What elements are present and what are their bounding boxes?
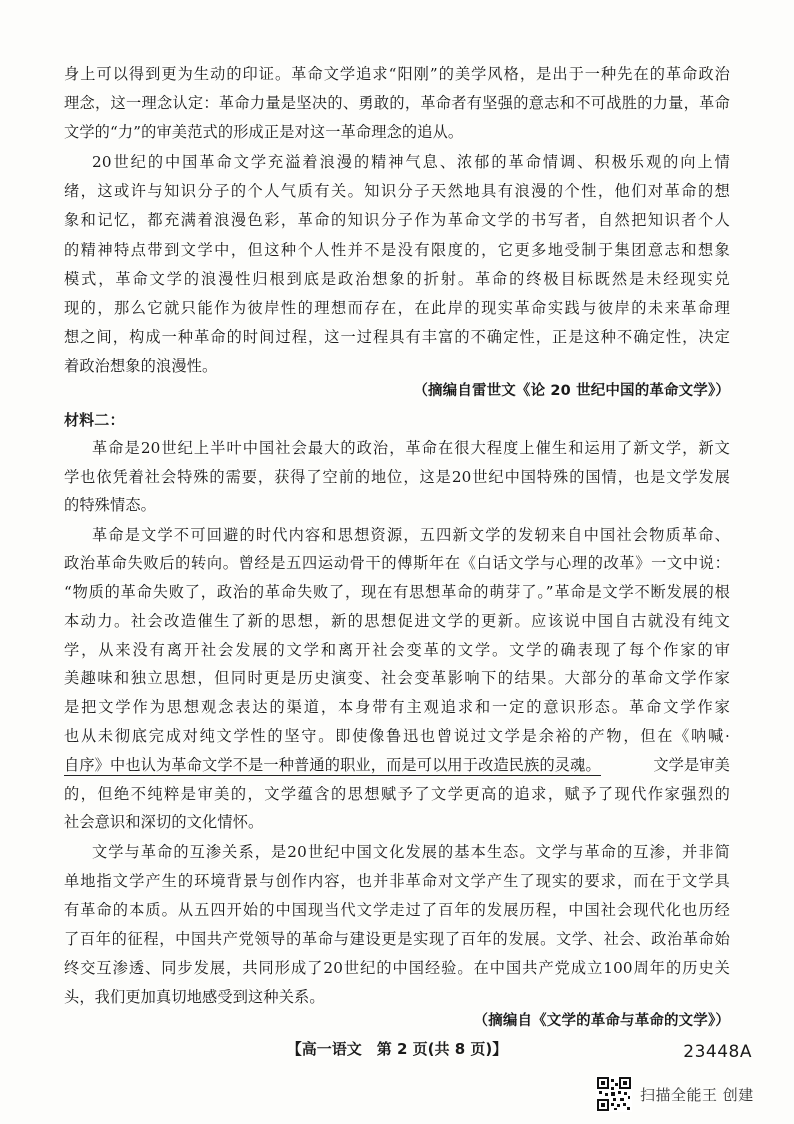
p4-line-4: 本动力。社会改造催生了新的思想，新的思想促进文学的更新。应该说中国自古就没有纯文 (64, 612, 730, 630)
source-citation-1: （摘编自雷世文《论 20 世纪中国的革命文学》） (413, 383, 730, 399)
p2-line-7: 想之间，构成一种革命的时间过程，这一过程具有丰富的不确定性，正是这种不确定性，决定 (64, 328, 730, 346)
p4-line-6: 美趣味和独立思想，但同时更是历史演变、社会变革影响下的结果。大部分的革命文学作家 (64, 669, 730, 687)
p2-line-2: 绪，这或许与知识分子的个人气质有关。知识分子天然地具有浪漫的个性，他们对革命的想 (64, 182, 730, 200)
p2-line-6: 现的，那么它就只能作为彼岸性的理想而存在，在此岸的现实革命实践与彼岸的未来革命理 (64, 299, 730, 317)
material-2-heading: 材料二： (64, 411, 125, 429)
p2-line-8: 着政治想象的浪漫性。 (64, 357, 218, 375)
p4-line-1: 革命是文学不可回避的时代内容和思想资源，五四新文学的发轫来自中国社会物质革命、 (92, 526, 730, 544)
p4-line-5: 学，从来没有离开社会发展的文学和离开社会变革的文学。文学的确表现了每个作家的审 (64, 641, 730, 659)
p4-line-7: 是把文学作为思想观念表达的渠道，本身带有主观追求和一定的意识形态。革命文学作家 (64, 698, 730, 716)
p1-line-3: 文学的“力”的审美范式的形成正是对这一革命理念的追从。 (64, 123, 464, 141)
p5-line-3: 有革命的本质。从五四开始的中国现当代文学走过了百年的发展历程，中国社会现代化也历经 (64, 901, 730, 919)
p5-line-5: 终交互渗透、同步发展，共同形成了20世纪的中国经验。在中国共产党成立100周年的历史关 (64, 959, 730, 977)
p4-line-3: “物质的革命失败了，政治的革命失败了，现在有思想革命的萌芽了。”革命是文学不断发展的根 (64, 583, 730, 601)
p4-line-2: 政治革命失败后的转向。曾经是五四运动骨干的傅斯年在《白话文学与心理的改革》一文中说： (64, 554, 730, 572)
p2-line-1: 20世纪的中国革命文学充溢着浪漫的精神气息、浓郁的革命情调、积极乐观的向上情 (92, 153, 730, 171)
p4-line-9-tail: 文学是审美 (653, 756, 730, 774)
p2-line-3: 象和记忆，都充满着浪漫色彩，革命的知识分子作为革命文学的书写者，自然把知识者个人 (64, 211, 730, 229)
p1-line-1: 身上可以得到更为生动的印证。革命文学追求“阳刚”的美学风格，是出于一种先在的革命政治 (64, 65, 730, 83)
p4-line-11: 社会意识和深切的文化情怀。 (64, 813, 264, 831)
scanner-watermark-text: 扫描全能王 创建 (640, 1085, 754, 1104)
underlined-quote: 自序》中也认为革命文学不是一种普通的职业，而是可以用于改造民族的灵魂。 (64, 756, 601, 774)
p4-line-9 (64, 755, 730, 776)
p3-line-3: 的特殊情态。 (64, 496, 157, 514)
scanner-watermark (596, 1074, 754, 1114)
page-footer-label: 【高一语文 第 2 页(共 8 页)】 (286, 1040, 508, 1058)
p5-line-6: 头，我们更加真切地感受到这种关系。 (64, 988, 325, 1006)
p3-line-2: 学也依凭着社会特殊的需要，获得了空前的地位，这是20世纪中国特殊的国情，也是文学发展 (64, 468, 730, 486)
exam-code: 23448A (683, 1042, 752, 1062)
p5-line-4: 了百年的征程，中国共产党领导的革命与建设更是实现了百年的发展。文学、社会、政治革命始 (64, 930, 730, 948)
p2-line-4: 的精神特点带到文学中，但这种个人性并不是没有限度的，它更多地受制于集团意志和想象 (64, 241, 730, 259)
p5-line-1: 文学与革命的互渗关系，是20世纪中国文化发展的基本生态。文学与革命的互渗，并非简 (92, 843, 730, 861)
p3-line-1: 革命是20世纪上半叶中国社会最大的政治，革命在很大程度上催生和运用了新文学，新文 (92, 439, 730, 457)
p1-line-2: 理念，这一理念认定：革命力量是坚决的、勇敢的，革命者有坚强的意志和不可战胜的力量，革命 (64, 94, 730, 112)
source-citation-2: （摘编自《文学的革命与革命的文学》） (473, 1013, 730, 1029)
p4-line-10: 的，但绝不纯粹是审美的，文学蕴含的思想赋予了文学更高的追求，赋予了现代作家强烈的 (64, 785, 730, 803)
p2-line-5: 模式，革命文学的浪漫性归根到底是政治想象的折射。革命的终极目标既然是未经现实兑 (64, 270, 730, 288)
p4-line-8: 也从未彻底完成对纯文学性的坚守。即使像鲁迅也曾说过文学是余裕的产物，但在《呐喊· (64, 727, 730, 745)
p5-line-2: 单地指文学产生的环境背景与创作内容，也并非革命对文学产生了现实的要求，而在于文学具 (64, 872, 730, 890)
qr-code-icon (596, 1076, 632, 1112)
